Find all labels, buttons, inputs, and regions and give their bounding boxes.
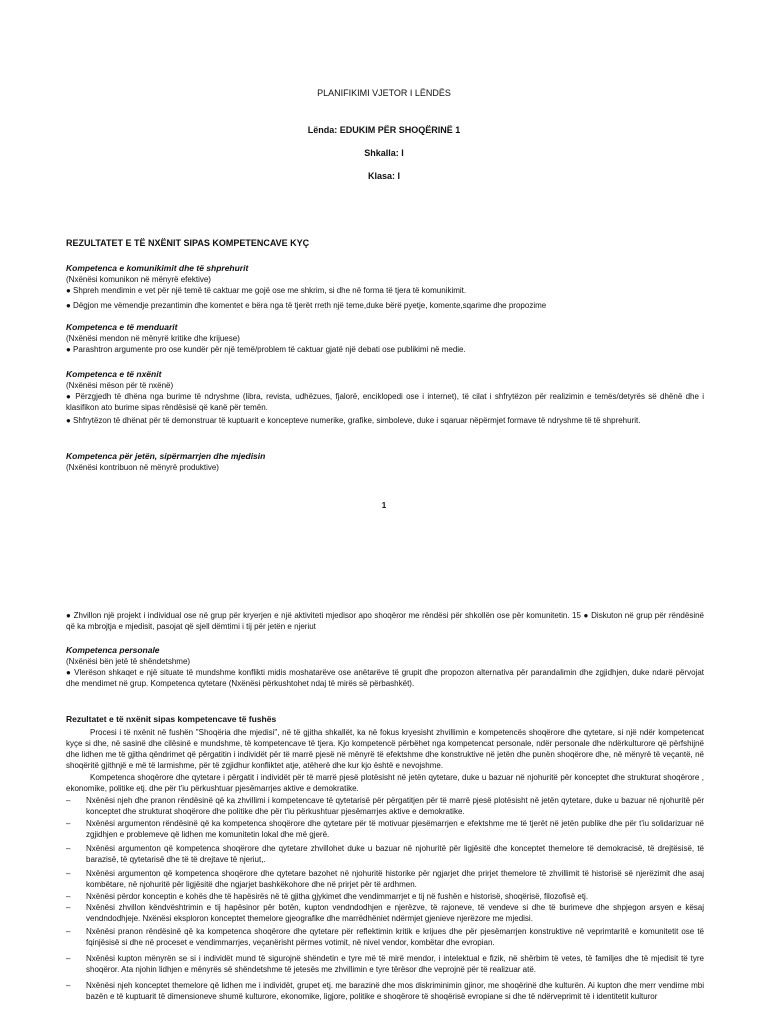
competence-learning <box>66 369 704 426</box>
competence-personal <box>66 645 704 689</box>
competence-thinking <box>66 322 704 355</box>
dash-marker: – <box>66 954 71 963</box>
dash-marker: – <box>66 927 71 936</box>
dash-item <box>66 868 704 890</box>
subject-line: Lënda: EDUKIM PËR SHOQËRINË 1 <box>307 125 461 135</box>
dash-marker: – <box>66 892 71 901</box>
dash-text: Nxënësi argumenton që kompetenca shoqërore dhe qytetare bazohet në njohuritë historike për ngjarjet dhe prirjet themelore të zhvillimit të historisë së njerëzimit dhe asaj kombëtare, në njohuritë për ligjësitë dhe ngjarjet bashkëkohore dhe në prirjet për të ardhmen. <box>86 869 704 889</box>
dash-marker: – <box>66 844 71 853</box>
dash-marker: – <box>66 903 71 912</box>
klasa-line: Klasa: I <box>367 171 400 181</box>
shkalla-line: Shkalla: I <box>364 148 404 158</box>
dash-item <box>66 902 704 924</box>
paragraph-competence: Kompetenca shoqërore dhe qytetare i përgatit i individët për të marrë pjesë plotësisht në jetën qytetare, duke u bazuar në njohuritë për konceptet dhe strukturat shoqërore , ekonomike, politike etj. dhe për t'iu përkushtuar pjesëmarrjes aktive e demokratike. <box>66 773 704 793</box>
dash-item <box>66 891 704 902</box>
dash-item <box>66 843 704 865</box>
section-heading-key-competences: REZULTATET E TË NXËNIT SIPAS KOMPETENCAVE KYÇ <box>66 238 310 248</box>
section-heading-field-competences: Rezultatet e të nxënit sipas kompetencave të fushës <box>66 714 277 724</box>
dash-text: Nxënësi njeh konceptet themelore që lidhen me i individët, grupet etj. me barazinë dhe mos diskriminimin gjinor, me shoqërinë dhe kulturën. Ai kupton dhe merr vendime mbi bazën e të kuptuarit të dimensioneve shumë kulturore, ekonomike, ligjore, politike e shoqërore të shoqërisë evropiane si dhe të ndërveprimit të i identitetit kulturor <box>86 981 704 1001</box>
competence-heading: Kompetenca e komunikimit dhe të shprehurit <box>66 263 249 273</box>
bullet-item: ● Dëgjon me vëmendje prezantimin dhe komentet e bëra nga të tjerët rreth një teme,duke bërë pyetje, komente,sqarime dhe propozime <box>66 301 547 310</box>
dash-marker: – <box>66 796 71 805</box>
bullet-item: ● Vlerëson shkaqet e një situate të mundshme konflikti midis moshatarëve ose anëtarëve të grupit dhe propozon alternativa për parandalimin dhe zgjidhjen, duke ndarë përvojat dhe mendimet në grup. Kompetenca qytetare (Nxënësi përkushtohet ndaj të mirës së përbashkët). <box>66 668 704 688</box>
dash-text: Nxënësi argumenton rëndësinë që ka kompetenca shoqërore dhe qytetare për të motivuar pjesëmarrjen e efektshme me të tjerët në jetën publike dhe për t'iu solidarizuar në zgjidhjen e problemeve që lidhen me komunitetin lokal dhe më gjerë. <box>86 819 704 839</box>
competence-subtitle: (Nxënësi mëson për të nxënë) <box>66 381 174 390</box>
competence-heading: Kompetenca personale <box>66 645 160 655</box>
competence-heading: Kompetenca e të nxënit <box>66 369 162 379</box>
competence-heading: Kompetenca për jetën, sipërmarrjen dhe mjedisin <box>66 451 266 461</box>
document-title: PLANIFIKIMI VJETOR I LËNDËS <box>317 88 451 98</box>
paragraph-process: Procesi i të nxënit në fushën "Shoqëria dhe mjedisi", në të gjitha shkallët, ka në fokus kryesisht zhvillimin e kompetencës shoqërore dhe qytetare, si një ndër kompetencat kyçe si dhe, në sasinë dhe cilësinë e mundshme, të kompetencave të tjera. Kjo kompetencë përbëhet nga kompetencat personale, ndër personale dhe ndërkulturore që përfshijnë dhe lidhen me të gjitha qëndrimet që përgatitin i individët për të marrë pjesë në mënyrë të efektshme dhe konstruktive në jetën dhe punën shoqërore dhe, në mënyrë të veçantë, në shoqëritë gjithnjë e më të larmishme, për të zgjidhur konfliktet atje, atëherë dhe kur kjo është e nevojshme. <box>66 728 704 770</box>
dash-marker: – <box>66 869 71 878</box>
dash-text: Nxënësi njeh dhe pranon rëndësinë që ka zhvillimi i kompetencave të qytetarisë për përgatitjen për të marrë pjesë plotësisht në jetën qytetare, duke u bazuar në njohuritë për konceptet dhe strukturat shoqërore dhe politike dhe për t'iu përkushtuar pjesëmarrjes aktive e demokratike. <box>86 796 704 816</box>
dash-item <box>66 818 704 840</box>
dash-item <box>66 980 704 1002</box>
competence-subtitle: (Nxënësi mendon në mënyrë kritike dhe krijuese) <box>66 334 240 343</box>
dash-text: Nxënësi pranon rëndësinë që ka kompetenca shoqërore dhe qytetare për reflektimin kritik e krijues dhe për pjesëmarrjen konstruktive në veprimtaritë e komunitetit ose të fqinjësisë si dhe në proceset e vendimmarrjes, veçanërisht përmes votimit, në nivel vendor, kombëtar dhe evropian. <box>86 927 704 947</box>
bullet-item: ● Parashtron argumente pro ose kundër për një temë/problem të caktuar gjatë një debati ose publikimi në medie. <box>66 345 466 354</box>
dash-item <box>66 953 704 975</box>
competence-subtitle: (Nxënësi kontribuon në mënyrë produktive) <box>66 463 219 472</box>
project-paragraph: ● Zhvillon një projekt i individual ose në grup për kryerjen e një aktiviteti mjedisor apo shoqëror me rëndësi për shkollën ose për komunitetin. 15 ● Diskuton në grup për rëndësinë që ka mbrojtja e mjedisit, pasojat që sjell dëmtimi i tij për jetën e njeriut <box>66 611 704 631</box>
dash-text: Nxënësi kupton mënyrën se si i individët mund të sigurojnë shëndetin e tyre më të mirë mendor, i intelektual e fizik, në shërbim të vetes, të familjes dhe të mjedisit të tyre shoqëror. Ata njohin lidhjen e mënyrës së shëndetshme të jetesës me zhvillimin e tyre tërësor dhe veprojnë për të realizuar atë. <box>86 954 704 974</box>
bullet-item: ● Shpreh mendimin e vet për një temë të caktuar me gojë ose me shkrim, si dhe në forma të tjera të komunikimit. <box>66 286 467 295</box>
dash-marker: – <box>66 981 71 990</box>
bullet-item: ● Përzgjedh të dhëna nga burime të ndryshme (libra, revista, udhëzues, fjalorë, enciklopedi ose i internet), të cilat i shfrytëzon për realizimin e temës/detyrës së dhënë dhe i klasifikon ato burime sipas rëndësisë që kanë për temën. <box>66 392 704 412</box>
dash-item <box>66 926 704 948</box>
dash-marker: – <box>66 819 71 828</box>
page-number: 1 <box>381 501 387 510</box>
dash-text: Nxënësi përdor konceptin e kohës dhe të hapësirës në të gjitha gjykimet dhe vendimmarrjet e tij në fushën e historisë, shoqërisë, filozofisë etj. <box>86 892 589 901</box>
competence-communication <box>66 263 704 311</box>
dash-text: Nxënësi zhvillon këndvështrimin e tij hapësinor për botën, kupton vendndodhjen e njerëzve, të rajoneve, të vendeve si dhe të burimeve dhe shpjegon arsyen e kësaj vendndodhjeje. Nxënësi eksploron konceptet themelore gjeografike dhe marrëdhëniet ndërmjet gjenieve njerëzore me mjedisi. <box>86 903 704 923</box>
dash-item <box>66 795 704 817</box>
competence-subtitle: (Nxënësi komunikon në mënyrë efektive) <box>66 275 211 284</box>
competence-life <box>66 451 704 473</box>
dash-text: Nxënësi argumenton që kompetenca shoqërore dhe qytetare zhvillohet duke u bazuar në njohuritë për ligjësitë dhe konceptet themelore të demokracisë, të drejtësisë, të barazisë, të qytetarisë dhe të të drejtave të njeriut,. <box>86 844 704 864</box>
competence-subtitle: (Nxënësi bën jetë të shëndetshme) <box>66 657 191 666</box>
competence-heading: Kompetenca e të menduarit <box>66 322 178 332</box>
bullet-item: ● Shfrytëzon të dhënat për të demonstruar të kuptuarit e koncepteve numerike, grafike, simboleve, duke i sqaruar nëpërmjet formave të ndryshme të të shprehurit. <box>66 416 641 425</box>
